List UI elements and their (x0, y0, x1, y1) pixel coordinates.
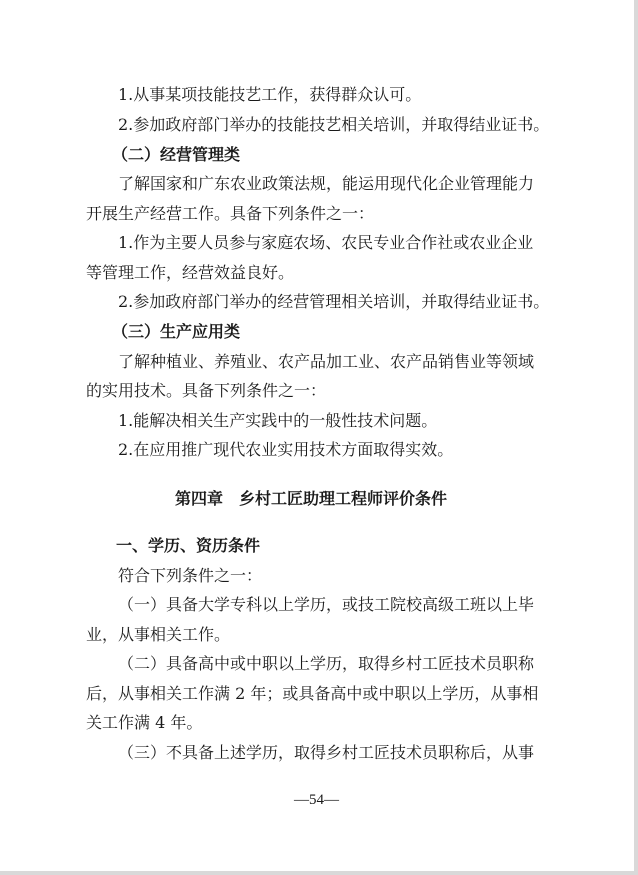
text-line: （三）不具备上述学历，取得乡村工匠技术员职称后，从事 (118, 743, 535, 762)
text-line: 的实用技术。具备下列条件之一： (86, 381, 327, 400)
text-line: 了解种植业、养殖业、农产品加工业、农产品销售业等领域 (118, 352, 535, 371)
text-line: （一）具备大学专科以上学历，或技工院校高级工班以上毕 (118, 595, 535, 614)
text-line: 1.从事某项技能技艺工作，获得群众认可。 (118, 85, 422, 104)
text-line: 关工作满 4 年。 (86, 713, 203, 732)
text-line: 等管理工作，经营效益良好。 (86, 263, 295, 282)
text-line: （二）具备高中或中职以上学历，取得乡村工匠技术员职称 (118, 654, 535, 673)
section-heading: （三）生产应用类 (112, 322, 241, 341)
text-line: 开展生产经营工作。具备下列条件之一： (86, 204, 375, 223)
chapter-title: 第四章 乡村工匠助理工程师评价条件 (175, 489, 448, 508)
text-line: 2.参加政府部门举办的技能技艺相关培训，并取得结业证书。 (118, 115, 550, 134)
text-line: 了解国家和广东农业政策法规，能运用现代化企业管理能力 (118, 174, 535, 193)
text-line: 业，从事相关工作。 (86, 625, 231, 644)
text-line: 1.能解决相关生产实践中的一般性技术问题。 (118, 411, 438, 430)
page-number: —54— (294, 792, 339, 808)
text-line: 1.作为主要人员参与家庭农场、农民专业合作社或农业企业 (118, 233, 534, 252)
text-line: 2.参加政府部门举办的经营管理相关培训，并取得结业证书。 (118, 292, 550, 311)
text-line: 后，从事相关工作满 2 年；或具备高中或中职以上学历，从事相 (86, 684, 539, 703)
text-line: 2.在应用推广现代农业实用技术方面取得实效。 (118, 440, 454, 459)
text-line: 符合下列条件之一： (118, 566, 263, 585)
section-heading: （二）经营管理类 (112, 145, 241, 164)
section-heading: 一、学历、资历条件 (116, 536, 261, 555)
